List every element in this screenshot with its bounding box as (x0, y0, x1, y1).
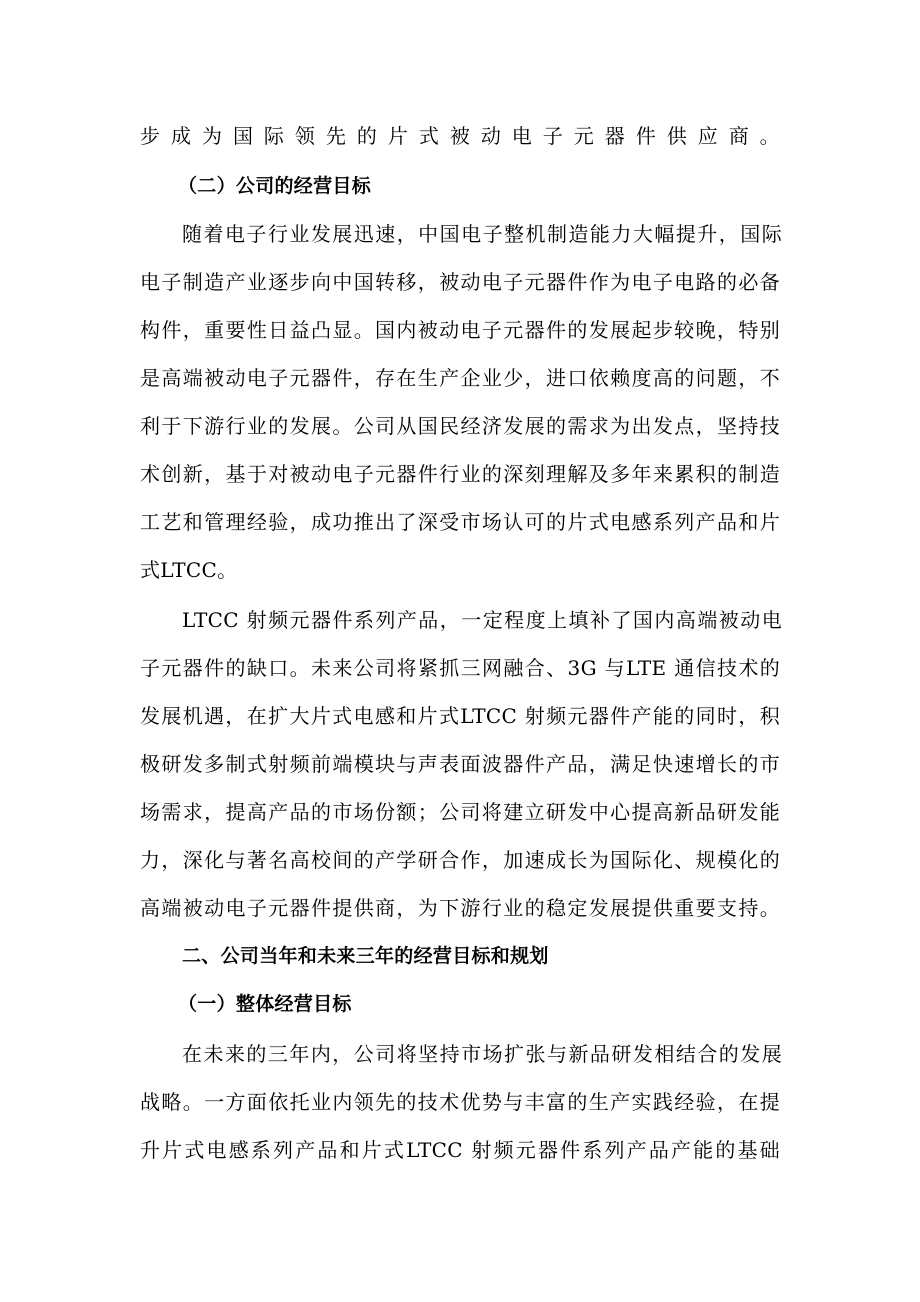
section-heading-three-year-plan: 二、公司当年和未来三年的经营目标和规划 (182, 945, 549, 967)
paragraph-line: 构件，重要性日益凸显。国内被动电子元器件的发展起步较晚，特别 (140, 318, 780, 342)
paragraph-line: 是高端被动电子元器件，存在生产企业少，进口依赖度高的问题，不 (140, 366, 780, 390)
section-heading-overall-goals: （一）整体经营目标 (178, 993, 352, 1015)
paragraph-line: 式LTCC。 (140, 558, 238, 582)
paragraph-line: 在未来的三年内，公司将坚持市场扩张与新品研发相结合的发展 (182, 1042, 782, 1066)
paragraph-line: 高端被动电子元器件提供商，为下游行业的稳定发展提供重要支持。 (140, 896, 780, 920)
paragraph-line: 子元器件的缺口。未来公司将紧抓三网融合、3G 与LTE 通信技术的 (140, 656, 780, 680)
paragraph-line: LTCC 射频元器件系列产品，一定程度上填补了国内高端被动电 (182, 608, 782, 632)
paragraph-line: 升片式电感系列产品和片式LTCC 射频元器件系列产品产能的基础 (140, 1138, 780, 1162)
paragraph-line: 术创新，基于对被动电子元器件行业的深刻理解及多年来累积的制造 (140, 462, 780, 486)
paragraph-line: 电子制造产业逐步向中国转移，被动电子元器件作为电子电路的必备 (140, 270, 780, 294)
paragraph-line: 力，深化与著名高校间的产学研合作，加速成长为国际化、规模化的 (140, 848, 780, 872)
paragraph-line: 步成为国际领先的片式被动电子元器件供应商。 (140, 124, 780, 148)
paragraph-line: 随着电子行业发展迅速，中国电子整机制造能力大幅提升，国际 (182, 222, 782, 246)
paragraph-line: 极研发多制式射频前端模块与声表面波器件产品，满足快速增长的市 (140, 752, 780, 776)
paragraph-line: 战略。一方面依托业内领先的技术优势与丰富的生产实践经验，在提 (140, 1090, 780, 1114)
paragraph-line: 工艺和管理经验，成功推出了深受市场认可的片式电感系列产品和片 (140, 510, 780, 534)
paragraph-line: 发展机遇，在扩大片式电感和片式LTCC 射频元器件产能的同时，积 (140, 704, 780, 728)
section-heading-business-goals: （二）公司的经营目标 (178, 175, 372, 197)
paragraph-line: 利于下游行业的发展。公司从国民经济发展的需求为出发点，坚持技 (140, 414, 780, 438)
paragraph-line: 场需求，提高产品的市场份额；公司将建立研发中心提高新品研发能 (140, 800, 780, 824)
